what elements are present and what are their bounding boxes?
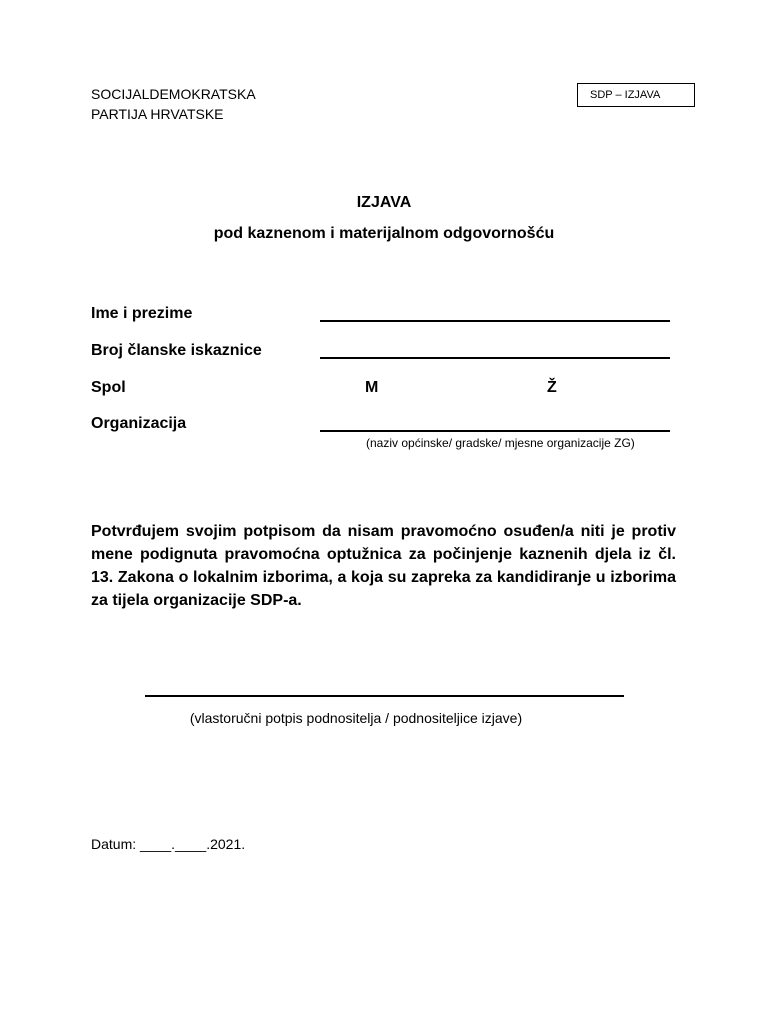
organization-field-note: (naziv općinske/ gradske/ mjesne organizacije ZG)	[366, 436, 635, 450]
document-subtitle: pod kaznenom i materijalnom odgovornošću	[213, 225, 555, 242]
organization-name-line2: PARTIJA HRVATSKE	[91, 106, 224, 122]
gender-option-f[interactable]: Ž	[547, 379, 557, 396]
name-label: Ime i prezime	[91, 305, 193, 322]
gender-option-m[interactable]: M	[365, 379, 379, 396]
organization-field-line[interactable]	[320, 430, 670, 432]
gender-label: Spol	[91, 379, 126, 396]
date-line: Datum: ____.____.2021.	[91, 836, 246, 852]
membership-card-field-line[interactable]	[320, 357, 670, 359]
organization-name-line1: SOCIJALDEMOKRATSKA	[91, 86, 256, 102]
name-field-line[interactable]	[320, 320, 670, 322]
form-code-badge: SDP – IZJAVA	[577, 83, 695, 107]
organization-label: Organizacija	[91, 415, 187, 432]
signature-caption: (vlastoručni potpis podnositelja / podnositeljice izjave)	[189, 710, 523, 726]
document-title: IZJAVA	[356, 194, 412, 211]
membership-card-label: Broj članske iskaznice	[91, 342, 262, 359]
statement-paragraph: Potvrđujem svojim potpisom da nisam pravomoćno osuđen/a niti je protiv mene podignuta pravomoćna optužnica za počinjenje kaznenih djela iz čl. 13. Zakona o lokalnim izborima, a koja su zapreka za kandidiranje u izborima za tijela organizacije SDP-a.	[91, 523, 676, 609]
signature-line[interactable]	[145, 695, 624, 697]
